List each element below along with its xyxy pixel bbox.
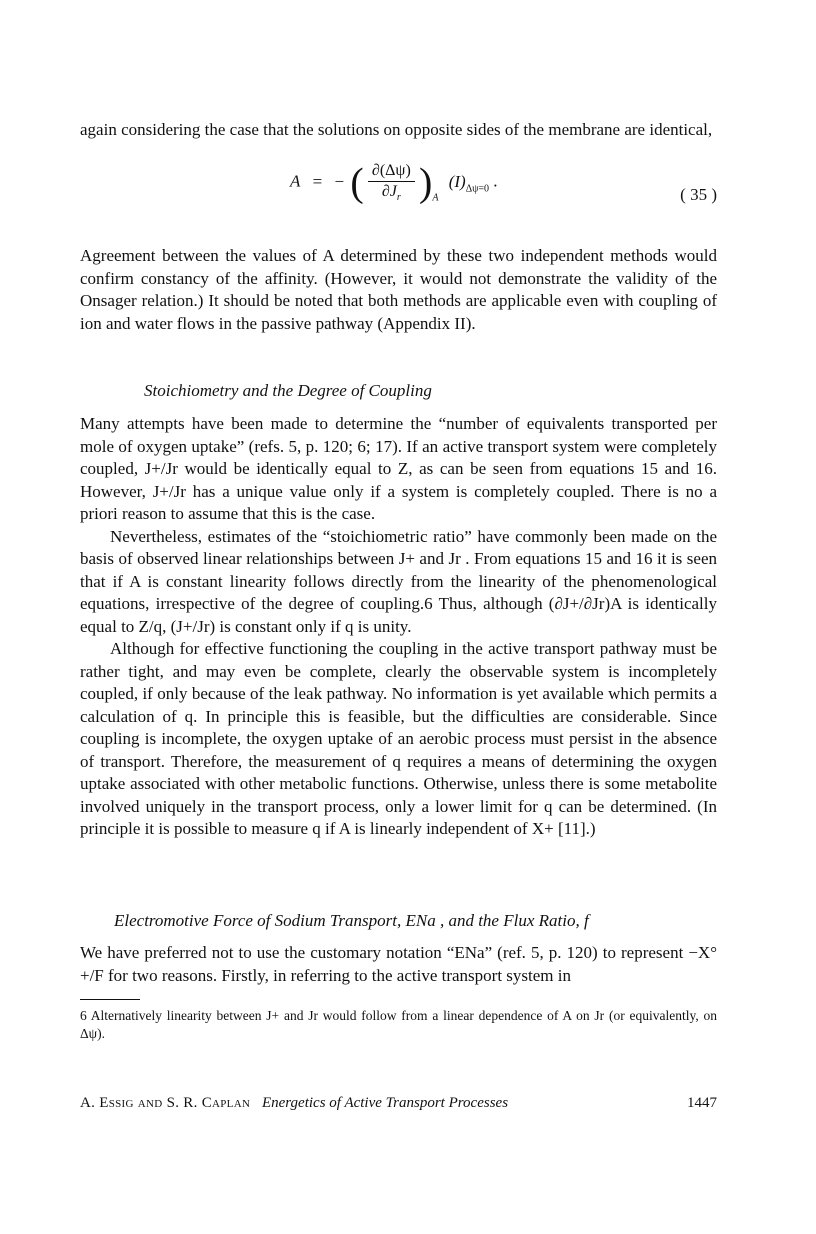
equation-equals: = [312,171,323,191]
partial-fraction [368,162,415,203]
agreement-paragraph: Agreement between the values of A determined by these two independent methods would confirm constancy of the affinity. (However, it would not demonstrate the validity of the Onsager relation.) It should be noted that both methods are applicable even with coupling of ion and water flows in the passive pathway (Appendix II). [80,246,717,333]
page-number: 1447 [687,1095,717,1111]
equation-minus: − [334,171,345,191]
equation-body [290,159,498,234]
right-paren: ) [419,159,433,205]
footnote-divider [80,999,140,1000]
section-heading-stoichiometry: Stoichiometry and the Degree of Coupling [144,381,432,400]
page-footer [80,1095,717,1112]
fraction-numerator: ∂(Δψ) [368,162,415,182]
equation-35 [80,159,717,234]
emf-paragraph-1: We have preferred not to use the customary notation “ENa” (ref. 5, p. 120) to represent −X°+/F for two reasons. Firstly, in referring to the active transport system in [80,943,717,985]
equation-factor: $(I)_{\Delta\psi=0}$ [448,171,490,194]
equation-number: ( 35 ) [680,185,717,204]
stoichiometry-section [80,413,717,841]
fraction-denominator: $\partial J_r$ [381,183,401,204]
stoich-paragraph-1: Many attempts have been made to determine the “number of equivalents transported per mole of oxygen uptake” (refs. 5, p. 120; 6; 17). If an active transport system were completely coupled, J+/Jr would be identically equal to Z, as can be seen from equations 15 and 16. However, J+/Jr has a unique value only if a system is completely coupled. There is no a priori reason to assume that this is the case. [80,414,717,523]
footer-title: Energetics of Active Transport Processes [261,1095,509,1111]
emf-section [80,942,717,987]
outer-subscript: A [432,192,439,204]
section-heading-emf: Electromotive Force of Sodium Transport, ENa , and the Flux Ratio, f [114,911,589,930]
equation-lhs: A [290,171,301,191]
stoich-paragraph-3: Although for effective functioning the coupling in the active transport pathway must be rather tight, and may even be complete, clearly the observable system is incompletely coupled, if only because of the leak pathway. No information is yet available which permits a calculation of q. In principle this is feasible, but the difficulties are considerable. Since coupling is incomplete, the oxygen uptake of an aerobic process must persist in the absence of transport. Therefore, the measurement of q requires a means of determining the oxygen uptake associated with other metabolic functions. Otherwise, unless there is some metabolite involved uniquely in the transport process, only a lower limit for q can be determined. (In principle it is possible to measure q if A is linearly independent of X+ [11].) [80,639,717,838]
equation-tail: . [493,171,498,191]
stoich-paragraph-2: Nevertheless, estimates of the “stoichiometric ratio” have commonly been made on the basis of observed linear relationships between J+ and Jr . From equations 15 and 16 it is seen that if A is constant linearity follows directly from the linearity of the phenomenological equations, irrespective of the degree of coupling.6 Thus, although (∂J+/∂Jr)A is identically equal to Z/q, (J+/Jr) is constant only if q is unity. [80,526,717,636]
intro-paragraph: again considering the case that the solutions on opposite sides of the membrane are identical, [80,120,713,139]
left-paren: ( [350,159,364,205]
footer-authors: A. Essig and S. R. Caplan [80,1095,251,1111]
footnote-6: 6 Alternatively linearity between J+ and Jr would follow from a linear dependence of A on Jr (or equivalently, on Δψ). [80,1008,717,1041]
